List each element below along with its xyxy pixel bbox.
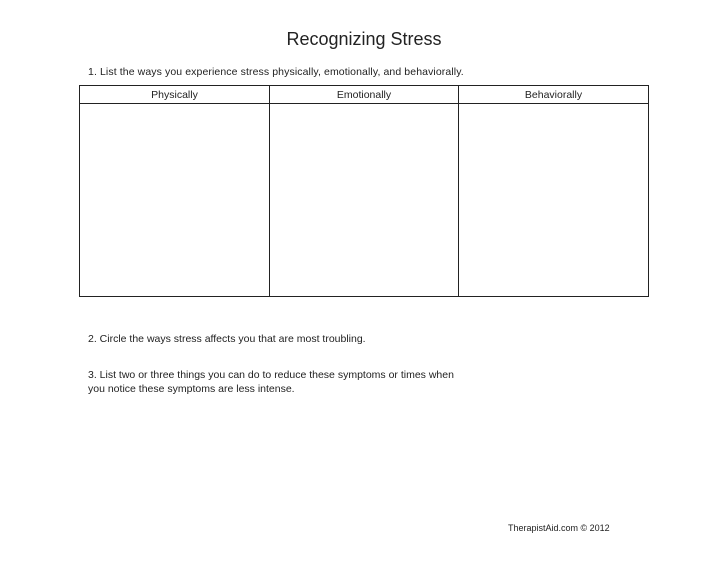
page-title: Recognizing Stress: [286, 29, 442, 49]
question-3: [88, 369, 648, 396]
question-3-line-1: 3. List two or three things you can do to reduce these symptoms or times when: [88, 369, 454, 381]
question-1: 1. List the ways you experience stress physically, emotionally, and behaviorally.: [88, 66, 464, 78]
stress-table: [79, 85, 649, 297]
table-header-emotionally: Emotionally: [270, 86, 459, 104]
question-2: 2. Circle the ways stress affects you that are most troubling.: [88, 333, 366, 345]
table-cell-emotionally[interactable]: [270, 104, 459, 296]
question-3-line-2: you notice these symptoms are less intense.: [88, 382, 295, 395]
table-cell-physically[interactable]: [80, 104, 270, 296]
table-header-physically: Physically: [80, 86, 270, 104]
copyright-footer: TherapistAid.com © 2012: [508, 523, 610, 533]
table-header-behaviorally: Behaviorally: [459, 86, 648, 104]
table-cell-behaviorally[interactable]: [459, 104, 648, 296]
